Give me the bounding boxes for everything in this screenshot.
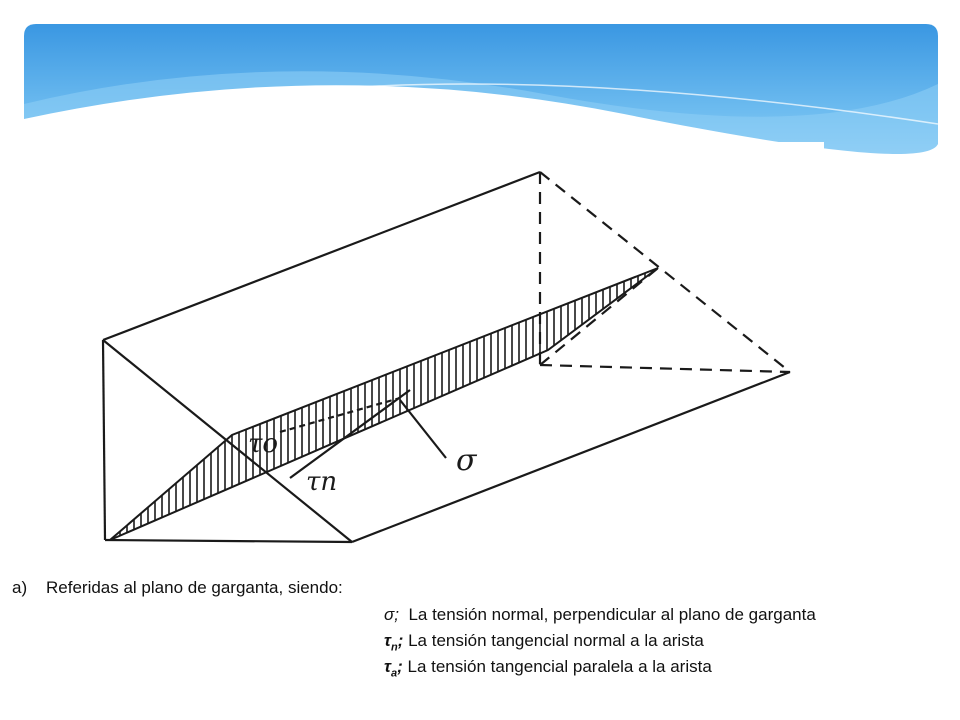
caption-intro: Referidas al plano de garganta, siendo:	[46, 578, 343, 597]
def-text: La tensión tangencial paralela a la arista	[407, 657, 712, 676]
def-symbol: σ	[384, 605, 395, 624]
def-symbol: τ	[384, 657, 391, 676]
definition-tau-a	[384, 656, 816, 682]
definition-sigma	[384, 604, 816, 630]
definition-tau-n	[384, 630, 816, 656]
def-sep: ;	[394, 605, 399, 624]
list-marker: a)	[12, 578, 28, 597]
def-sep: ;	[397, 631, 404, 650]
def-sep: ;	[397, 657, 403, 676]
sigma-vector	[400, 400, 446, 458]
tau-n-label: τn	[306, 467, 338, 497]
throat-plane-hatching	[110, 268, 658, 540]
def-subscript: a	[390, 667, 398, 680]
def-symbol: τ	[384, 631, 391, 650]
def-subscript: n	[390, 641, 398, 654]
def-text: La tensión normal, perpendicular al plano de garganta	[408, 605, 816, 624]
caption-intro-line	[12, 578, 343, 598]
def-text: La tensión tangencial normal a la arista	[408, 631, 704, 650]
sigma-label: σ	[456, 443, 477, 478]
prism-hidden-edges	[540, 172, 790, 372]
definitions-list	[384, 604, 816, 682]
tau-o-label: τo	[248, 429, 279, 459]
